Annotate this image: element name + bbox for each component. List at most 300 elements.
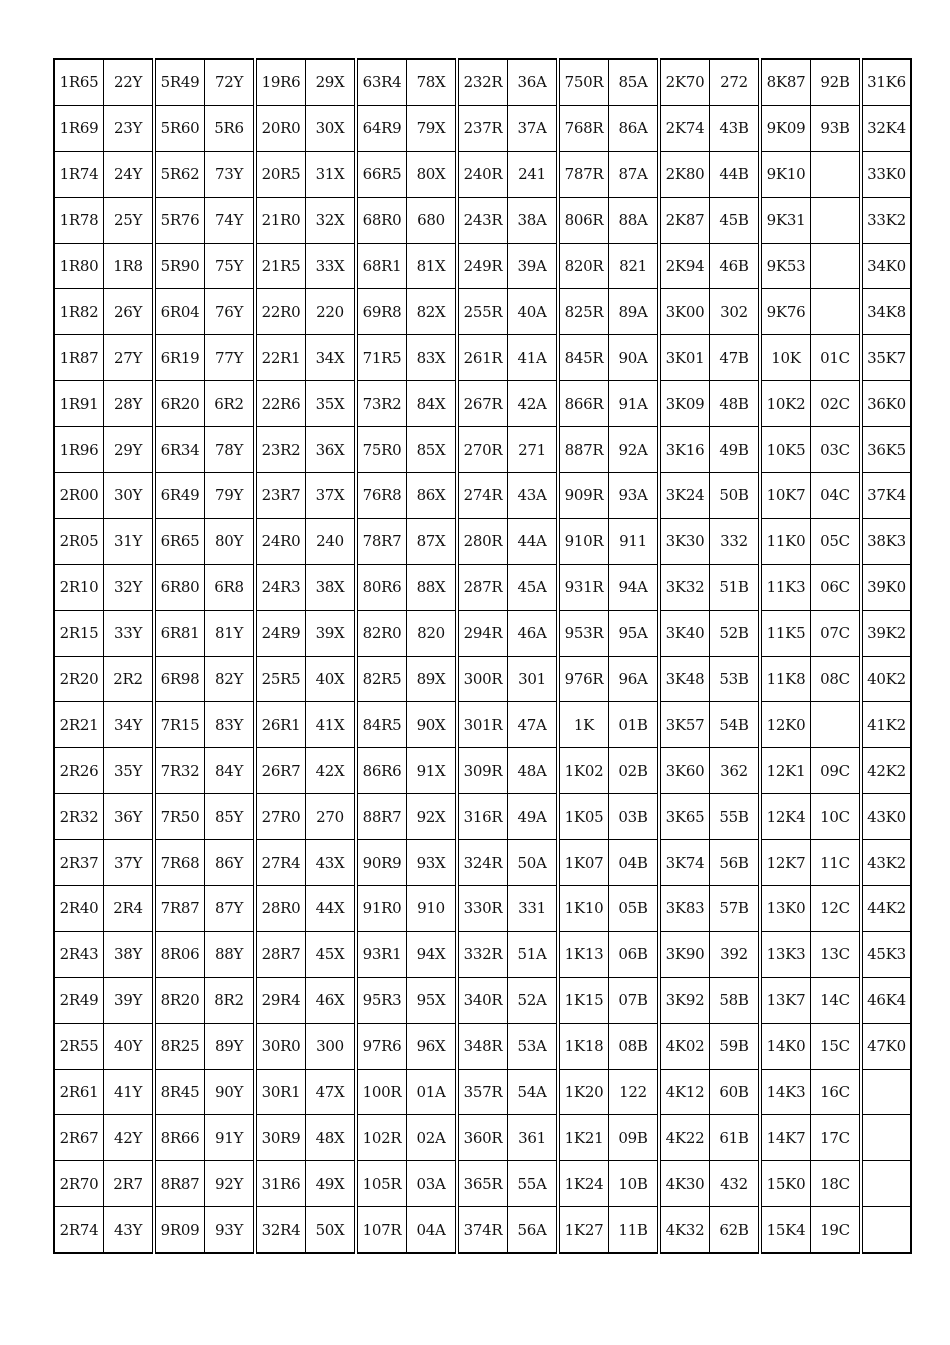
table-cell: 1K	[558, 702, 609, 748]
table-cell: 2R00	[54, 473, 104, 519]
table-cell: 28R0	[255, 886, 306, 932]
table-cell: 9K10	[760, 151, 811, 197]
table-cell: 13K0	[760, 886, 811, 932]
table-cell: 2K80	[659, 151, 710, 197]
table-cell: 249R	[457, 243, 508, 289]
table-cell: 58B	[710, 977, 761, 1023]
table-cell: 1R69	[54, 105, 104, 151]
table-cell: 1R80	[54, 243, 104, 289]
table-cell: 45X	[306, 931, 357, 977]
table-cell: 54A	[508, 1069, 559, 1115]
table-cell: 08C	[811, 656, 862, 702]
table-cell: 301	[508, 656, 559, 702]
table-cell: 93B	[811, 105, 862, 151]
table-cell: 51B	[710, 564, 761, 610]
table-cell	[811, 289, 862, 335]
table-cell: 81X	[407, 243, 458, 289]
table-cell: 1K10	[558, 886, 609, 932]
table-cell: 41A	[508, 335, 559, 381]
table-cell: 374R	[457, 1207, 508, 1253]
table-cell: 2R67	[54, 1115, 104, 1161]
table-cell: 8R25	[154, 1023, 205, 1069]
table-cell: 2R49	[54, 977, 104, 1023]
table-cell: 42A	[508, 381, 559, 427]
table-cell: 11C	[811, 840, 862, 886]
table-cell: 17C	[811, 1115, 862, 1161]
table-cell: 911	[609, 518, 660, 564]
table-cell: 38Y	[104, 931, 155, 977]
table-cell: 1R82	[54, 289, 104, 335]
table-cell: 32R4	[255, 1207, 306, 1253]
table-cell: 13C	[811, 931, 862, 977]
table-cell: 107R	[356, 1207, 407, 1253]
table-cell: 96A	[609, 656, 660, 702]
table-cell: 1R8	[104, 243, 155, 289]
table-cell: 82X	[407, 289, 458, 335]
table-cell: 361	[508, 1115, 559, 1161]
table-cell: 85Y	[205, 794, 256, 840]
table-cell: 37A	[508, 105, 559, 151]
table-cell: 3K01	[659, 335, 710, 381]
table-cell: 82Y	[205, 656, 256, 702]
table-cell: 88Y	[205, 931, 256, 977]
table-cell: 35K7	[861, 335, 911, 381]
table-cell: 270	[306, 794, 357, 840]
table-cell: 432	[710, 1161, 761, 1207]
table-cell: 90X	[407, 702, 458, 748]
table-cell: 44K2	[861, 886, 911, 932]
table-cell: 34K0	[861, 243, 911, 289]
table-cell: 3K16	[659, 427, 710, 473]
table-cell: 61B	[710, 1115, 761, 1161]
table-cell: 887R	[558, 427, 609, 473]
table-cell: 83X	[407, 335, 458, 381]
table-cell: 24Y	[104, 151, 155, 197]
table-cell: 787R	[558, 151, 609, 197]
table-cell: 302	[710, 289, 761, 335]
table-cell: 237R	[457, 105, 508, 151]
table-cell: 3K83	[659, 886, 710, 932]
table-cell: 04C	[811, 473, 862, 519]
table-cell: 324R	[457, 840, 508, 886]
table-cell: 7R15	[154, 702, 205, 748]
table-cell: 32Y	[104, 564, 155, 610]
table-row	[54, 1115, 911, 1161]
table-cell: 49A	[508, 794, 559, 840]
table-cell: 2R40	[54, 886, 104, 932]
table-cell: 72Y	[205, 59, 256, 105]
table-cell: 34K8	[861, 289, 911, 335]
table-cell: 3K30	[659, 518, 710, 564]
table-cell: 43A	[508, 473, 559, 519]
table-cell: 357R	[457, 1069, 508, 1115]
table-cell: 6R2	[205, 381, 256, 427]
table-cell: 31X	[306, 151, 357, 197]
table-cell: 91A	[609, 381, 660, 427]
table-cell: 46K4	[861, 977, 911, 1023]
table-cell: 32K4	[861, 105, 911, 151]
table-cell: 50X	[306, 1207, 357, 1253]
table-cell: 348R	[457, 1023, 508, 1069]
table-cell: 2R70	[54, 1161, 104, 1207]
table-cell: 3K00	[659, 289, 710, 335]
table-cell: 1K15	[558, 977, 609, 1023]
table-cell: 392	[710, 931, 761, 977]
table-cell: 40Y	[104, 1023, 155, 1069]
table-cell: 24R9	[255, 610, 306, 656]
table-cell: 79Y	[205, 473, 256, 519]
table-cell: 2R05	[54, 518, 104, 564]
table-cell: 76R8	[356, 473, 407, 519]
table-row	[54, 105, 911, 151]
table-row	[54, 1023, 911, 1069]
table-cell: 10C	[811, 794, 862, 840]
table-cell: 2R10	[54, 564, 104, 610]
table-cell: 45B	[710, 197, 761, 243]
table-cell: 332R	[457, 931, 508, 977]
table-cell: 309R	[457, 748, 508, 794]
table-cell: 41K2	[861, 702, 911, 748]
table-cell: 84Y	[205, 748, 256, 794]
table-row	[54, 427, 911, 473]
table-cell: 1K05	[558, 794, 609, 840]
table-cell: 301R	[457, 702, 508, 748]
table-cell: 32X	[306, 197, 357, 243]
table-cell: 80Y	[205, 518, 256, 564]
table-cell: 4K32	[659, 1207, 710, 1253]
table-cell: 26Y	[104, 289, 155, 335]
table-cell: 220	[306, 289, 357, 335]
table-cell: 37X	[306, 473, 357, 519]
table-cell: 49X	[306, 1161, 357, 1207]
table-cell: 91X	[407, 748, 458, 794]
table-cell: 78R7	[356, 518, 407, 564]
table-cell: 2R4	[104, 886, 155, 932]
table-cell: 48B	[710, 381, 761, 427]
table-cell: 3K09	[659, 381, 710, 427]
table-cell: 77Y	[205, 335, 256, 381]
table-cell: 274R	[457, 473, 508, 519]
table-cell: 47A	[508, 702, 559, 748]
table-cell: 39K2	[861, 610, 911, 656]
table-cell: 23R2	[255, 427, 306, 473]
table-cell: 280R	[457, 518, 508, 564]
table-cell: 12C	[811, 886, 862, 932]
table-cell: 29R4	[255, 977, 306, 1023]
table-cell: 02B	[609, 748, 660, 794]
table-cell: 7R32	[154, 748, 205, 794]
table-cell: 12K0	[760, 702, 811, 748]
table-cell: 271	[508, 427, 559, 473]
table-cell: 9K76	[760, 289, 811, 335]
table-cell: 80R6	[356, 564, 407, 610]
table-cell: 47X	[306, 1069, 357, 1115]
table-cell: 10K2	[760, 381, 811, 427]
table-cell: 1K24	[558, 1161, 609, 1207]
table-cell: 3K40	[659, 610, 710, 656]
table-row	[54, 748, 911, 794]
table-cell: 910	[407, 886, 458, 932]
table-cell: 22R6	[255, 381, 306, 427]
table-cell: 11K3	[760, 564, 811, 610]
table-cell: 267R	[457, 381, 508, 427]
table-cell: 22Y	[104, 59, 155, 105]
table-cell: 85X	[407, 427, 458, 473]
table-cell: 81Y	[205, 610, 256, 656]
table-cell: 49B	[710, 427, 761, 473]
table-cell: 31Y	[104, 518, 155, 564]
table-cell: 94A	[609, 564, 660, 610]
table-cell: 360R	[457, 1115, 508, 1161]
table-cell: 9K53	[760, 243, 811, 289]
table-cell: 87Y	[205, 886, 256, 932]
table-cell: 03B	[609, 794, 660, 840]
table-row	[54, 702, 911, 748]
table-cell: 2R2	[104, 656, 155, 702]
table-cell: 95A	[609, 610, 660, 656]
table-cell: 976R	[558, 656, 609, 702]
table-cell: 43K0	[861, 794, 911, 840]
table-cell: 294R	[457, 610, 508, 656]
table-cell: 27R0	[255, 794, 306, 840]
table-cell: 19C	[811, 1207, 862, 1253]
table-row	[54, 335, 911, 381]
table-cell: 3K92	[659, 977, 710, 1023]
table-cell: 90R9	[356, 840, 407, 886]
table-cell: 1K20	[558, 1069, 609, 1115]
table-cell: 6R81	[154, 610, 205, 656]
table-cell: 1K21	[558, 1115, 609, 1161]
table-cell: 36K0	[861, 381, 911, 427]
table-cell: 5R76	[154, 197, 205, 243]
table-cell: 1R74	[54, 151, 104, 197]
table-cell	[861, 1207, 911, 1253]
table-cell: 2R43	[54, 931, 104, 977]
table-cell: 92X	[407, 794, 458, 840]
table-cell: 6R20	[154, 381, 205, 427]
table-cell: 37Y	[104, 840, 155, 886]
table-cell: 6R49	[154, 473, 205, 519]
table-cell: 9K09	[760, 105, 811, 151]
table-cell: 38A	[508, 197, 559, 243]
table-cell: 41Y	[104, 1069, 155, 1115]
table-cell: 39A	[508, 243, 559, 289]
table-cell: 92Y	[205, 1161, 256, 1207]
table-cell: 45K3	[861, 931, 911, 977]
table-cell: 07C	[811, 610, 862, 656]
table-cell: 28R7	[255, 931, 306, 977]
table-cell: 97R6	[356, 1023, 407, 1069]
table-cell: 46X	[306, 977, 357, 1023]
table-cell: 13K3	[760, 931, 811, 977]
table-cell: 8R45	[154, 1069, 205, 1115]
table-cell: 5R49	[154, 59, 205, 105]
table-cell: 43K2	[861, 840, 911, 886]
table-cell: 1K13	[558, 931, 609, 977]
table-cell: 4K12	[659, 1069, 710, 1115]
table-cell: 33Y	[104, 610, 155, 656]
table-cell: 44B	[710, 151, 761, 197]
table-cell: 15K4	[760, 1207, 811, 1253]
table-cell: 287R	[457, 564, 508, 610]
table-cell: 331	[508, 886, 559, 932]
table-cell: 36Y	[104, 794, 155, 840]
table-cell: 5R60	[154, 105, 205, 151]
table-cell: 12K1	[760, 748, 811, 794]
table-cell: 95X	[407, 977, 458, 1023]
table-cell: 241	[508, 151, 559, 197]
table-cell: 60B	[710, 1069, 761, 1115]
table-cell: 1R65	[54, 59, 104, 105]
table-cell: 1R91	[54, 381, 104, 427]
table-cell: 08B	[609, 1023, 660, 1069]
table-cell: 64R9	[356, 105, 407, 151]
table-cell: 04A	[407, 1207, 458, 1253]
table-cell: 03C	[811, 427, 862, 473]
table-cell: 240	[306, 518, 357, 564]
table-cell: 36A	[508, 59, 559, 105]
table-cell: 821	[609, 243, 660, 289]
table-cell: 76Y	[205, 289, 256, 335]
table-cell: 4K30	[659, 1161, 710, 1207]
table-cell: 44A	[508, 518, 559, 564]
table-cell: 2R37	[54, 840, 104, 886]
table-cell: 92B	[811, 59, 862, 105]
table-cell: 91R0	[356, 886, 407, 932]
table-cell: 41X	[306, 702, 357, 748]
table-cell: 88X	[407, 564, 458, 610]
table-cell: 78Y	[205, 427, 256, 473]
table-cell: 10K	[760, 335, 811, 381]
table-cell: 3K90	[659, 931, 710, 977]
table-cell: 931R	[558, 564, 609, 610]
table-cell: 11K8	[760, 656, 811, 702]
table-cell: 93A	[609, 473, 660, 519]
table-cell: 21R0	[255, 197, 306, 243]
table-cell: 27R4	[255, 840, 306, 886]
table-cell: 39X	[306, 610, 357, 656]
table-cell: 29X	[306, 59, 357, 105]
table-cell: 14C	[811, 977, 862, 1023]
table-row	[54, 1161, 911, 1207]
table-cell	[811, 702, 862, 748]
table-cell: 09C	[811, 748, 862, 794]
table-cell: 01A	[407, 1069, 458, 1115]
table-cell: 2R32	[54, 794, 104, 840]
table-cell: 71R5	[356, 335, 407, 381]
table-row	[54, 794, 911, 840]
table-row	[54, 197, 911, 243]
table-cell: 300	[306, 1023, 357, 1069]
table-cell: 68R0	[356, 197, 407, 243]
table-row	[54, 1207, 911, 1253]
table-cell: 11K0	[760, 518, 811, 564]
table-cell: 73R2	[356, 381, 407, 427]
table-cell: 42Y	[104, 1115, 155, 1161]
table-cell: 26R7	[255, 748, 306, 794]
table-cell: 2K70	[659, 59, 710, 105]
table-cell: 51A	[508, 931, 559, 977]
table-cell: 3K32	[659, 564, 710, 610]
table-cell: 1R96	[54, 427, 104, 473]
table-cell: 820R	[558, 243, 609, 289]
table-cell: 22R0	[255, 289, 306, 335]
table-cell: 35Y	[104, 748, 155, 794]
table-cell: 48X	[306, 1115, 357, 1161]
table-cell: 2R15	[54, 610, 104, 656]
table-cell: 86A	[609, 105, 660, 151]
table-cell: 8K87	[760, 59, 811, 105]
table-cell: 14K0	[760, 1023, 811, 1069]
table-cell: 33K0	[861, 151, 911, 197]
table-cell: 10K7	[760, 473, 811, 519]
table-cell: 86X	[407, 473, 458, 519]
table-cell: 3K60	[659, 748, 710, 794]
table-cell: 122	[609, 1069, 660, 1115]
table-row	[54, 518, 911, 564]
table-cell: 4K22	[659, 1115, 710, 1161]
table-cell: 825R	[558, 289, 609, 335]
table-cell: 20R0	[255, 105, 306, 151]
table-cell: 50B	[710, 473, 761, 519]
table-cell: 866R	[558, 381, 609, 427]
table-cell	[811, 151, 862, 197]
table-cell: 5R6	[205, 105, 256, 151]
table-cell: 953R	[558, 610, 609, 656]
table-cell: 73Y	[205, 151, 256, 197]
table-cell: 6R65	[154, 518, 205, 564]
table-cell: 89X	[407, 656, 458, 702]
resistor-code-table	[53, 58, 912, 1254]
table-cell: 7R68	[154, 840, 205, 886]
table-cell: 10B	[609, 1161, 660, 1207]
table-cell: 53A	[508, 1023, 559, 1069]
table-row	[54, 1069, 911, 1115]
table-cell: 18C	[811, 1161, 862, 1207]
table-cell: 90A	[609, 335, 660, 381]
table-cell: 40A	[508, 289, 559, 335]
table-cell: 39Y	[104, 977, 155, 1023]
table-cell: 56B	[710, 840, 761, 886]
table-cell: 78X	[407, 59, 458, 105]
table-cell: 52B	[710, 610, 761, 656]
table-cell	[811, 243, 862, 289]
table-cell: 330R	[457, 886, 508, 932]
table-cell: 92A	[609, 427, 660, 473]
table-cell: 105R	[356, 1161, 407, 1207]
table-cell: 2R7	[104, 1161, 155, 1207]
table-cell: 25Y	[104, 197, 155, 243]
table-cell: 82R5	[356, 656, 407, 702]
table-cell: 1R87	[54, 335, 104, 381]
table-cell: 66R5	[356, 151, 407, 197]
table-cell: 94X	[407, 931, 458, 977]
table-cell: 33K2	[861, 197, 911, 243]
table-cell: 57B	[710, 886, 761, 932]
table-cell: 5R62	[154, 151, 205, 197]
table-cell: 100R	[356, 1069, 407, 1115]
table-cell: 37K4	[861, 473, 911, 519]
table-cell: 909R	[558, 473, 609, 519]
table-cell: 261R	[457, 335, 508, 381]
table-cell: 28Y	[104, 381, 155, 427]
table-cell: 6R80	[154, 564, 205, 610]
table-cell: 1K27	[558, 1207, 609, 1253]
table-cell: 102R	[356, 1115, 407, 1161]
table-cell: 85A	[609, 59, 660, 105]
table-cell: 05C	[811, 518, 862, 564]
table-cell: 1K18	[558, 1023, 609, 1069]
